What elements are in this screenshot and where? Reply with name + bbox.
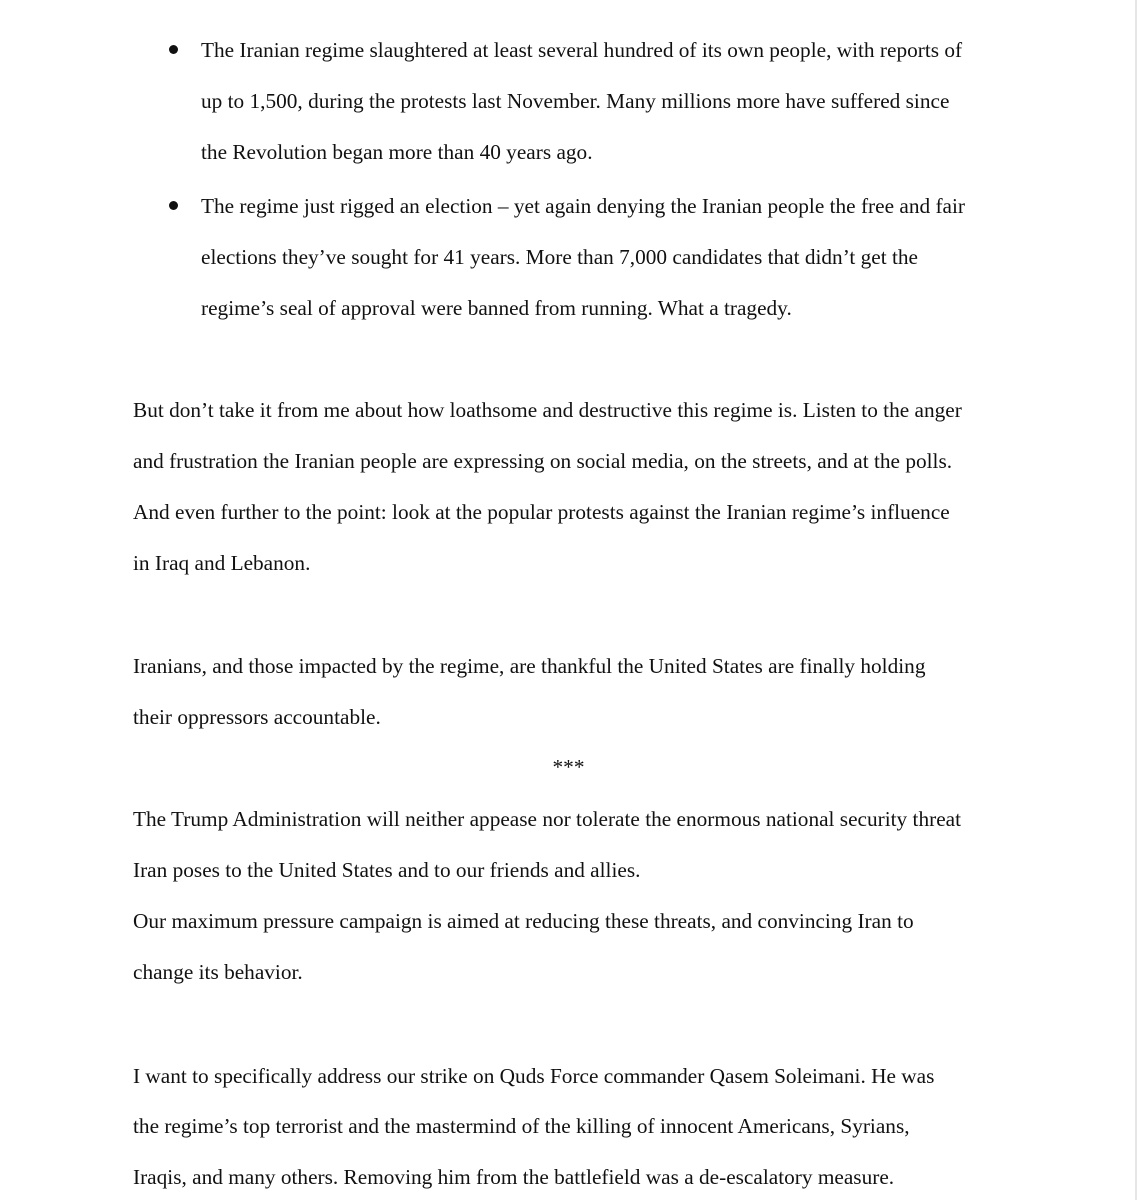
- text-line: The regime just rigged an election – yet again denying the Iranian people the free and fair: [201, 194, 966, 218]
- text-line: the Revolution began more than 40 years ago.: [201, 140, 593, 164]
- text-line: change its behavior.: [133, 960, 303, 984]
- text-line: Iran poses to the United States and to our friends and allies.: [133, 858, 641, 882]
- text-line: elections they’ve sought for 41 years. More than 7,000 candidates that didn’t get the: [201, 245, 919, 269]
- text-line: the regime’s top terrorist and the mastermind of the killing of innocent Americans, Syrians,: [133, 1114, 910, 1138]
- text-line: and frustration the Iranian people are expressing on social media, on the streets, and at the polls.: [133, 449, 953, 473]
- text-line: And even further to the point: look at the popular protests against the Iranian regime’s influence: [133, 500, 950, 524]
- text-line: Iraqis, and many others. Removing him from the battlefield was a de-escalatory measure.: [133, 1165, 895, 1189]
- text-line: The Iranian regime slaughtered at least several hundred of its own people, with reports of: [201, 38, 963, 62]
- text-line: up to 1,500, during the protests last November. Many millions more have suffered since: [201, 89, 950, 113]
- text-line: in Iraq and Lebanon.: [133, 551, 311, 575]
- bullet-icon: [169, 45, 178, 54]
- text-line: their oppressors accountable.: [133, 705, 381, 729]
- text-line: I want to specifically address our strike on Quds Force commander Qasem Soleimani. He was: [133, 1064, 935, 1088]
- text-line: Iranians, and those impacted by the regime, are thankful the United States are finally holding: [133, 654, 926, 678]
- section-separator: ***: [552, 755, 585, 779]
- text-line: regime’s seal of approval were banned from running. What a tragedy.: [201, 296, 792, 320]
- bullet-icon: [169, 201, 178, 210]
- text-line: But don’t take it from me about how loathsome and destructive this regime is. Listen to the anger: [133, 398, 962, 422]
- text-line: Our maximum pressure campaign is aimed at reducing these threats, and convincing Iran to: [133, 909, 914, 933]
- text-line: The Trump Administration will neither appease nor tolerate the enormous national security threat: [133, 807, 962, 831]
